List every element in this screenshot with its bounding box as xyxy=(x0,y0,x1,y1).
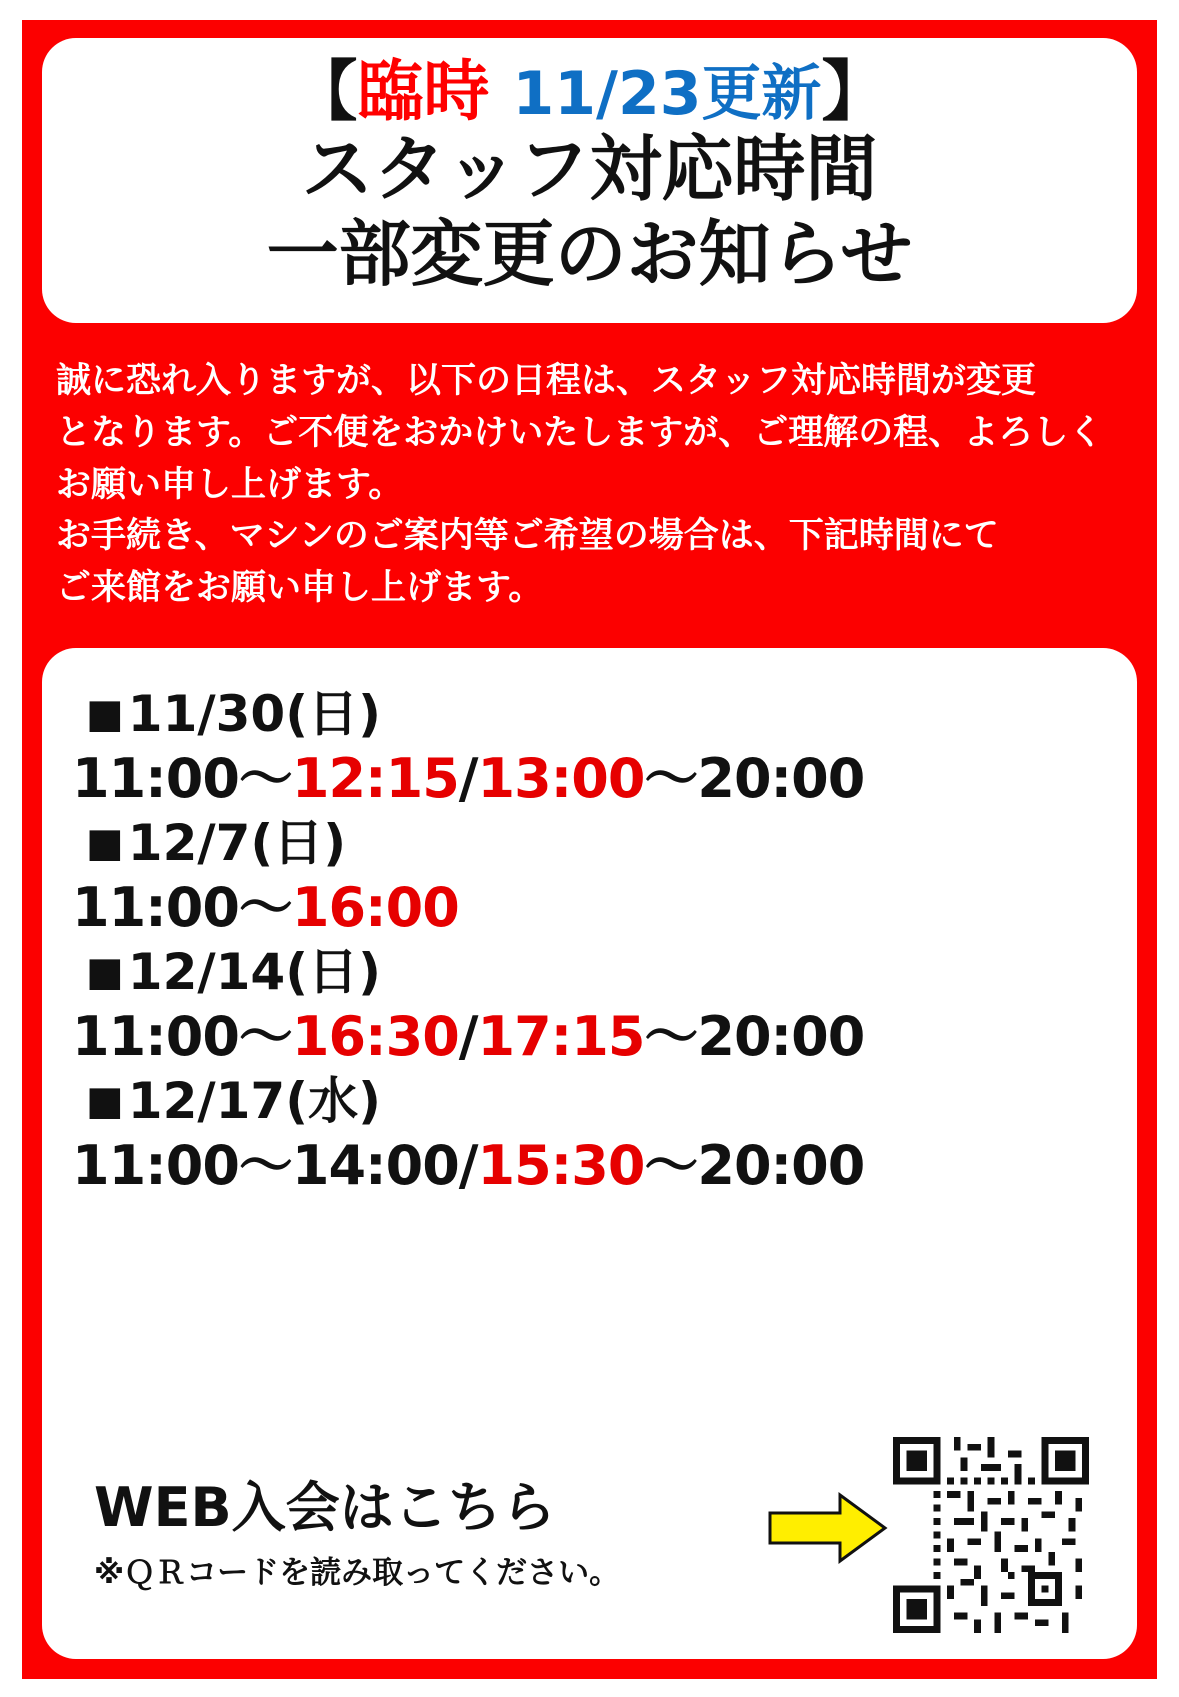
schedule-date-3 xyxy=(72,1071,1107,1132)
footer-text xyxy=(78,1475,763,1592)
title-bracket-open: 【 xyxy=(291,53,358,130)
schedule-date-label: 12/17(水) xyxy=(127,1071,381,1130)
schedule-date-1 xyxy=(72,813,1107,874)
notice-line: となります。ご不便をおかけいたしますが、ご理解の程、よろしく xyxy=(56,412,1104,453)
notice-line: 誠に恐れ入りますが、以下の日程は、スタッフ対応時間が変更 xyxy=(56,361,1037,402)
web-signup-title: WEB入会はこちら xyxy=(94,1475,556,1539)
title-line-1 xyxy=(52,53,1127,130)
title-bracket-close: 】 xyxy=(821,53,888,130)
schedule-date-2 xyxy=(72,942,1107,1003)
title-update-date: 11/23更新 xyxy=(512,59,822,129)
notice-line: ご来館をお願い申し上げます。 xyxy=(56,567,544,608)
bullet-square-icon: ■ xyxy=(86,690,124,737)
time-part-highlight: 16:30 xyxy=(291,1004,459,1068)
arrow-right-icon xyxy=(763,1491,893,1565)
time-part: 11:00〜 xyxy=(72,1004,292,1068)
title-card xyxy=(42,38,1137,323)
schedule-date-label: 12/14(日) xyxy=(127,942,381,1001)
time-part: 11:00〜 xyxy=(72,875,292,939)
time-part: 〜20:00 xyxy=(644,746,865,810)
time-part-highlight: 17:15 xyxy=(477,1004,645,1068)
qr-instruction: ※ＱＲコードを読み取ってください。 xyxy=(94,1555,621,1592)
notice-text xyxy=(56,357,1123,613)
schedule-time-1 xyxy=(72,874,1107,942)
schedule-time-2 xyxy=(72,1003,1107,1071)
bullet-square-icon: ■ xyxy=(86,948,124,995)
notice-line: お願い申し上げます。 xyxy=(56,464,404,505)
time-part: 〜20:00 xyxy=(644,1133,865,1197)
schedule-date-label: 12/7(日) xyxy=(127,813,347,872)
time-part-highlight: 12:15 xyxy=(291,746,459,810)
time-part: 11:00〜14:00/ xyxy=(72,1133,478,1197)
time-part: 11:00〜 xyxy=(72,746,292,810)
time-part: / xyxy=(458,746,478,810)
notice-line: お手続き、マシンのご案内等ご希望の場合は、下記時間にて xyxy=(56,516,999,557)
bullet-square-icon: ■ xyxy=(86,819,124,866)
footer xyxy=(72,1427,1107,1637)
bullet-square-icon: ■ xyxy=(86,1077,124,1124)
title-line-2: スタッフ対応時間 xyxy=(301,127,878,212)
title-line-3: 一部変更のお知らせ xyxy=(266,212,913,297)
poster-background xyxy=(22,20,1157,1679)
schedule-date-0 xyxy=(72,684,1107,745)
title-temporary-label: 臨時 xyxy=(357,53,490,130)
qr-code[interactable] xyxy=(893,1437,1089,1633)
schedule-time-3 xyxy=(72,1132,1107,1200)
time-part-highlight: 13:00 xyxy=(477,746,645,810)
schedule-date-label: 11/30(日) xyxy=(127,684,381,743)
time-part-highlight: 16:00 xyxy=(291,875,459,939)
time-part: / xyxy=(458,1004,478,1068)
schedule-time-0 xyxy=(72,745,1107,813)
schedule-card xyxy=(42,648,1137,1659)
time-part-highlight: 15:30 xyxy=(477,1133,645,1197)
time-part: 〜20:00 xyxy=(644,1004,865,1068)
